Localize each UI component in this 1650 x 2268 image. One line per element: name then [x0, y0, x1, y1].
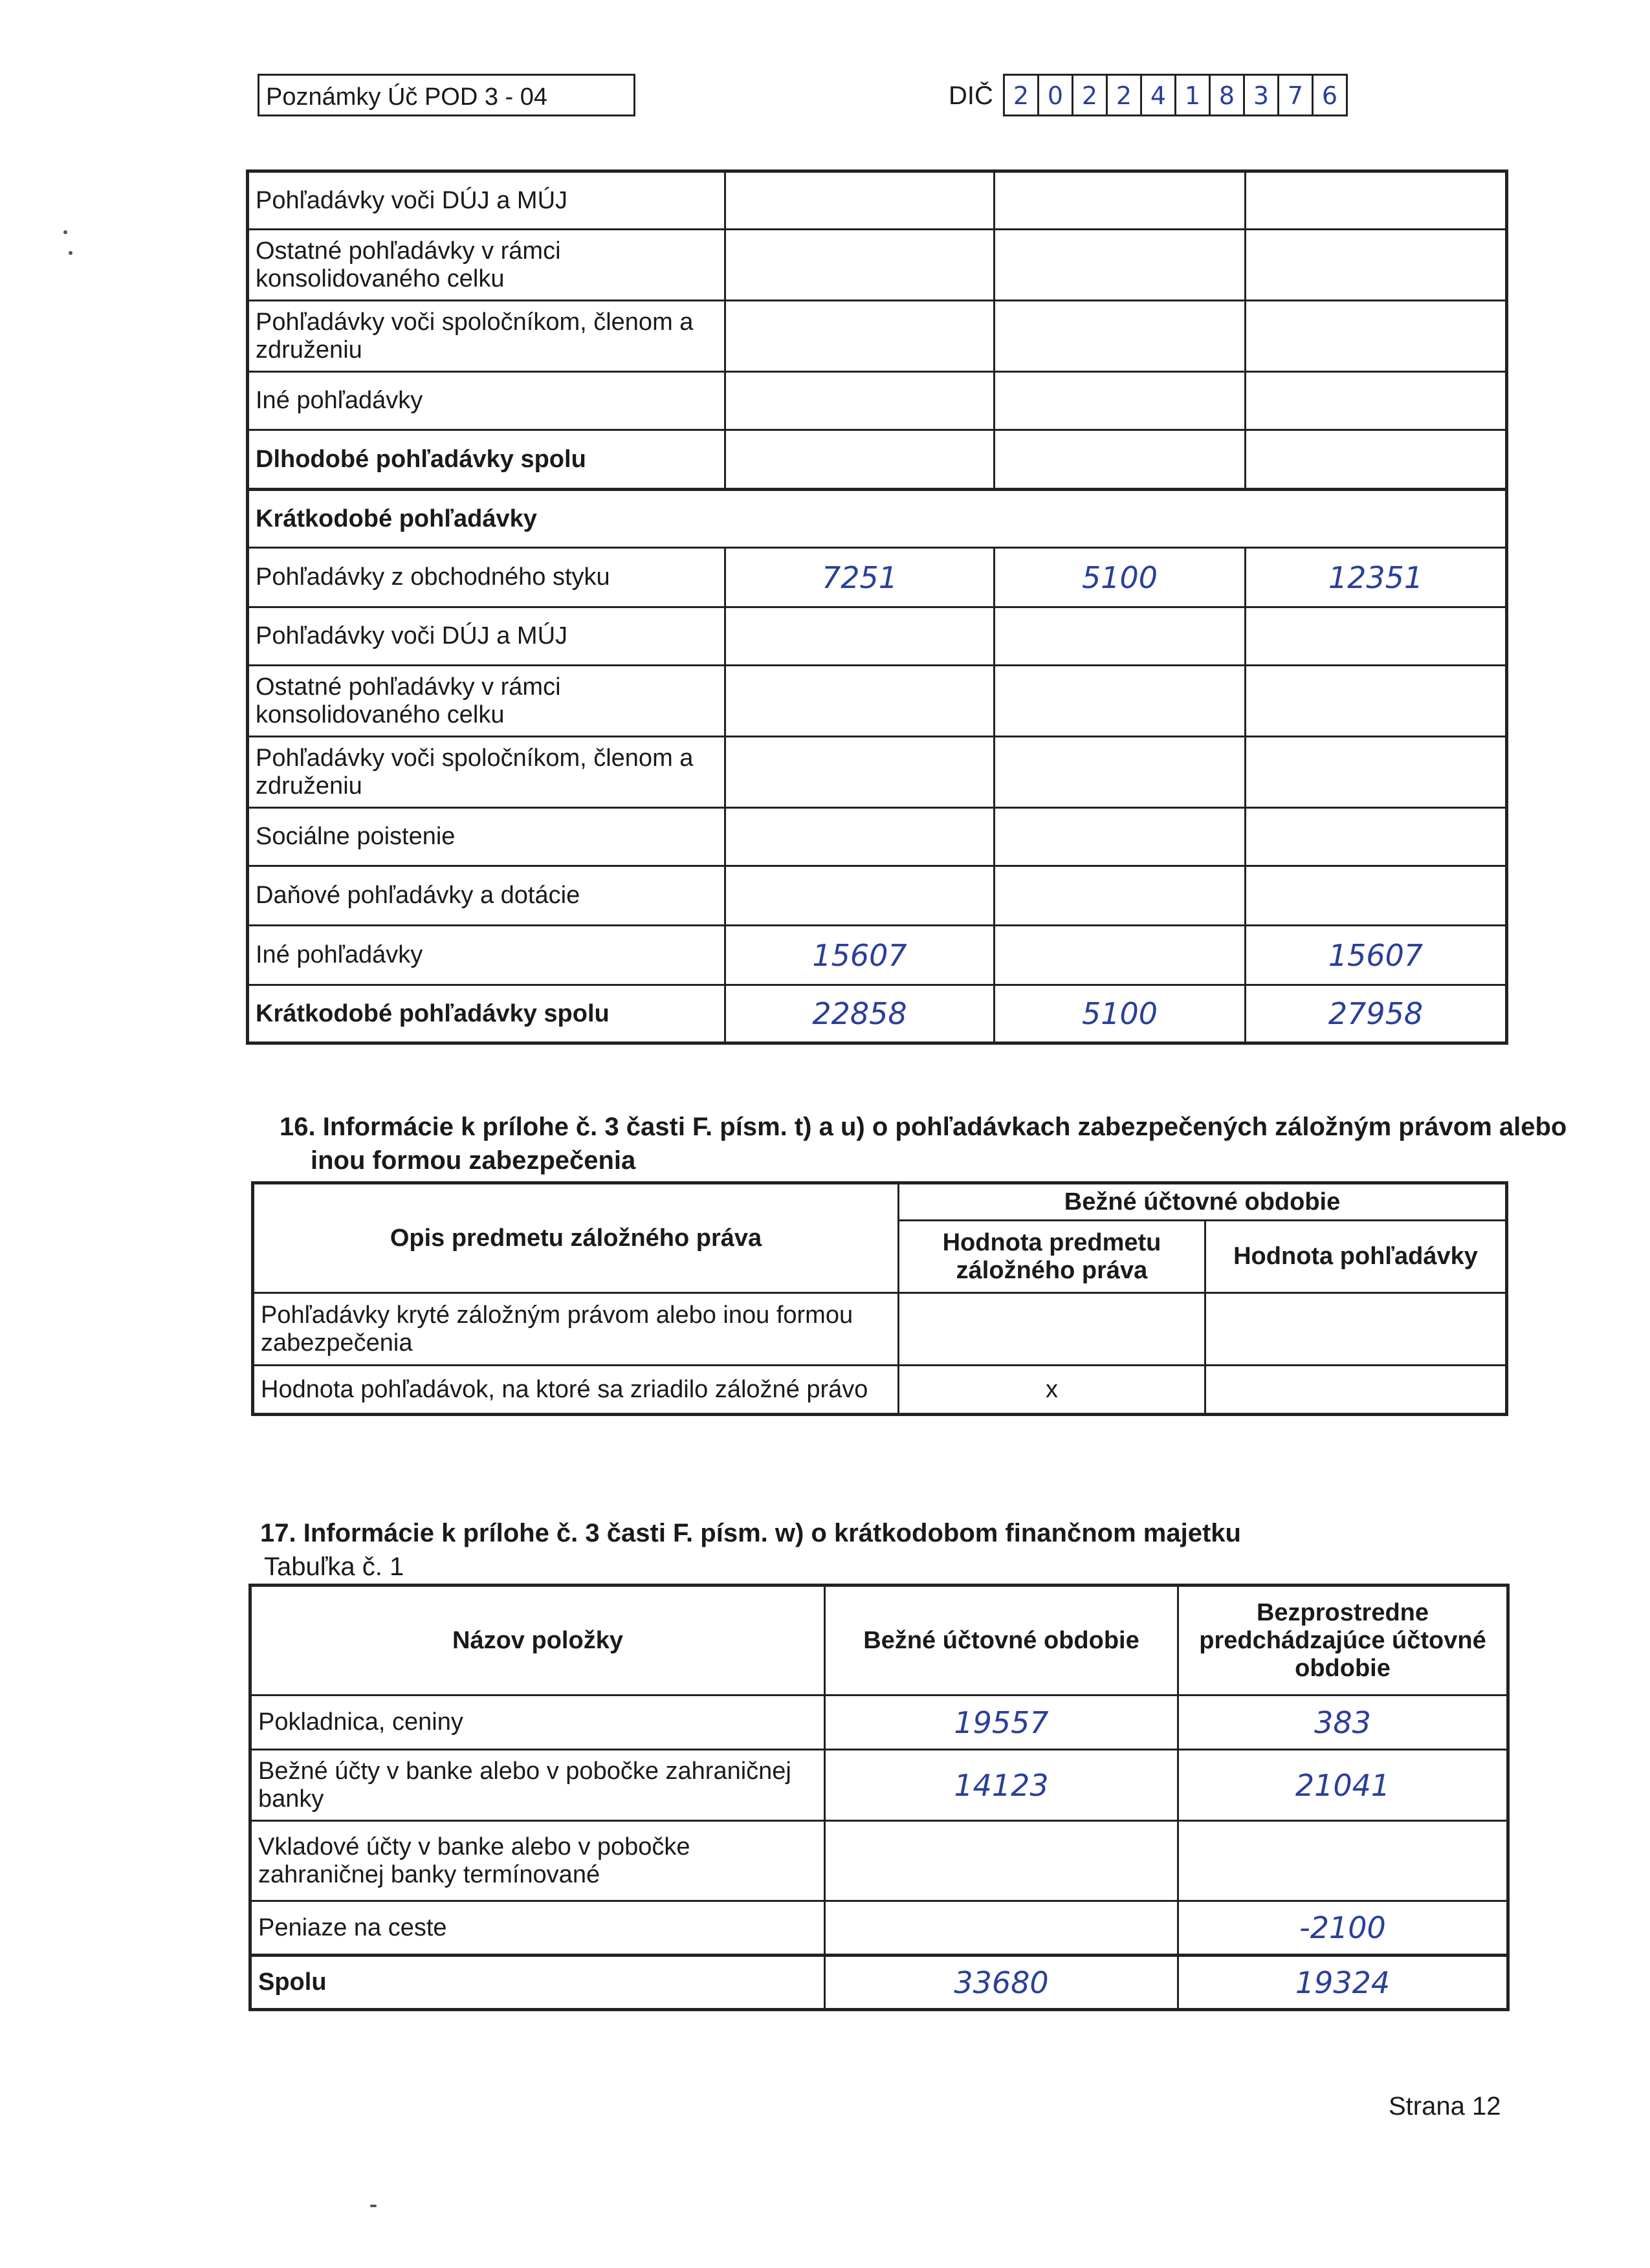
- dic-digit: 3: [1243, 74, 1279, 116]
- row-label: Pohľadávky z obchodného styku: [248, 548, 725, 607]
- col-b-header: Hodnota pohľadávky: [1205, 1221, 1507, 1293]
- value-cell-c1: [725, 666, 995, 737]
- value-cell-c2: [995, 171, 1246, 230]
- table-row: [248, 430, 1507, 490]
- dic-digit: 4: [1140, 74, 1176, 116]
- scan-speck: [63, 230, 67, 234]
- value-cell-c3: 12351: [1246, 548, 1507, 607]
- table-row: [248, 301, 1507, 372]
- row-label: Sociálne poistenie: [248, 808, 725, 866]
- row-label: Bežné účty v banke alebo v pobočke zahraničnej banky: [250, 1750, 825, 1821]
- value-cell-c3: [1246, 666, 1507, 737]
- value-cell-c3: [1246, 230, 1507, 301]
- table-row: [250, 1696, 1508, 1750]
- value-cell-c2: [995, 926, 1246, 985]
- value-cell-c1: [725, 607, 995, 666]
- table-row: [248, 372, 1507, 430]
- table-row: [248, 607, 1507, 666]
- table-row: [248, 666, 1507, 737]
- value-cell-c3: [1246, 737, 1507, 808]
- table-row: [248, 926, 1507, 985]
- row-label: Dlhodobé pohľadávky spolu: [248, 430, 725, 490]
- value-cell-c1: 15607: [725, 926, 995, 985]
- row-label: Iné pohľadávky: [248, 926, 725, 985]
- section-header-cell: Krátkodobé pohľadávky: [248, 490, 1507, 548]
- section17-subtitle: Tabuľka č. 1: [264, 1553, 404, 1581]
- table-row: [248, 866, 1507, 926]
- dic-digit: 7: [1277, 74, 1314, 116]
- value-cell-c3: 15607: [1246, 926, 1507, 985]
- value-cell-c1: [725, 372, 995, 430]
- value-cell-c1: [725, 230, 995, 301]
- value-cell-c3: 27958: [1246, 985, 1507, 1043]
- value-cell-c2: [995, 430, 1246, 490]
- value-cell-c2: [995, 230, 1246, 301]
- value-cell-c1: [725, 301, 995, 372]
- value-cell-current: 33680: [825, 1956, 1178, 2010]
- dic-digit: 6: [1312, 74, 1348, 116]
- table-row: [248, 548, 1507, 607]
- col-prev-header: Bezprostredne predchádzajúce účtovné obdobie: [1178, 1586, 1508, 1696]
- collateral-row-a: x: [899, 1366, 1205, 1415]
- value-cell-c2: [995, 866, 1246, 926]
- table-row: [248, 490, 1507, 548]
- scan-speck: [370, 2205, 377, 2207]
- value-cell-current: 19557: [825, 1696, 1178, 1750]
- value-cell-prev: -2100: [1178, 1901, 1508, 1956]
- value-cell-c2: 5100: [995, 985, 1246, 1043]
- value-cell-c2: [995, 737, 1246, 808]
- value-cell-c1: [725, 808, 995, 866]
- col-desc-header: Opis predmetu záložného práva: [253, 1183, 899, 1293]
- value-cell-current: [825, 1901, 1178, 1956]
- dic-digit: 2: [1072, 74, 1108, 116]
- row-label: Peniaze na ceste: [250, 1901, 825, 1956]
- row-label: Vkladové účty v banke alebo v pobočke zahraničnej banky termínované: [250, 1821, 825, 1901]
- collateral-row-b: [1205, 1366, 1507, 1415]
- table-row: [250, 1901, 1508, 1956]
- collateral-row-label: Hodnota pohľadávok, na ktoré sa zriadilo záložné právo: [253, 1366, 899, 1415]
- row-label: Pohľadávky voči DÚJ a MÚJ: [248, 171, 725, 230]
- row-label: Daňové pohľadávky a dotácie: [248, 866, 725, 926]
- col-current-header: Bežné účtovné obdobie: [825, 1586, 1178, 1696]
- value-cell-c2: [995, 666, 1246, 737]
- section17-title: 17. Informácie k prílohe č. 3 časti F. písm. w) o krátkodobom finančnom majetku: [260, 1519, 1241, 1547]
- value-cell-c1: 22858: [725, 985, 995, 1043]
- value-cell-current: [825, 1821, 1178, 1901]
- scan-speck: [69, 251, 72, 255]
- row-label: Ostatné pohľadávky v rámci konsolidovaného celku: [248, 666, 725, 737]
- value-cell-c3: [1246, 171, 1507, 230]
- dic-label: DIČ: [949, 82, 993, 110]
- row-label: Iné pohľadávky: [248, 372, 725, 430]
- value-cell-c3: [1246, 372, 1507, 430]
- value-cell-prev: 19324: [1178, 1956, 1508, 2010]
- value-cell-c2: [995, 372, 1246, 430]
- value-cell-c3: [1246, 607, 1507, 666]
- table-row: [248, 808, 1507, 866]
- section16-title-line1: 16. Informácie k prílohe č. 3 časti F. písm. t) a u) o pohľadávkach zabezpečených záložným právom alebo: [280, 1113, 1567, 1141]
- dic-digit: 1: [1174, 74, 1211, 116]
- value-cell-prev: 383: [1178, 1696, 1508, 1750]
- dic-digit: 8: [1209, 74, 1245, 116]
- financial-assets-table: [248, 1584, 1510, 2011]
- table-row: [250, 1956, 1508, 2010]
- table-row: [250, 1821, 1508, 1901]
- value-cell-c1: [725, 737, 995, 808]
- receivables-table: [246, 169, 1508, 1045]
- table-row: [250, 1750, 1508, 1821]
- value-cell-prev: [1178, 1821, 1508, 1901]
- value-cell-c3: [1246, 301, 1507, 372]
- value-cell-c3: [1246, 808, 1507, 866]
- row-label: Pohľadávky voči spoločníkom, členom a združeniu: [248, 301, 725, 372]
- value-cell-c2: 5100: [995, 548, 1246, 607]
- value-cell-c1: [725, 430, 995, 490]
- value-cell-c1: 7251: [725, 548, 995, 607]
- value-cell-c2: [995, 301, 1246, 372]
- value-cell-c1: [725, 171, 995, 230]
- value-cell-prev: 21041: [1178, 1750, 1508, 1821]
- row-label: Krátkodobé pohľadávky spolu: [248, 985, 725, 1043]
- collateral-row-a: [899, 1293, 1205, 1366]
- col-group-header: Bežné účtovné obdobie: [899, 1183, 1507, 1221]
- section16-title-line2: inou formou zabezpečenia: [311, 1146, 636, 1175]
- table-row: [248, 985, 1507, 1043]
- section16-title: [280, 1110, 1567, 1177]
- value-cell-c2: [995, 607, 1246, 666]
- row-label: Spolu: [250, 1956, 825, 2010]
- value-cell-c3: [1246, 866, 1507, 926]
- row-label: Pohľadávky voči DÚJ a MÚJ: [248, 607, 725, 666]
- collateral-row-b: [1205, 1293, 1507, 1366]
- value-cell-c1: [725, 866, 995, 926]
- form-id-box: [258, 74, 635, 116]
- page-number: Strana 12: [1389, 2092, 1501, 2121]
- collateral-table: [251, 1181, 1508, 1416]
- collateral-row-label: Pohľadávky kryté záložným právom alebo inou formou zabezpečenia: [253, 1293, 899, 1366]
- dic-digit: 0: [1037, 74, 1073, 116]
- row-label: Pohľadávky voči spoločníkom, členom a združeniu: [248, 737, 725, 808]
- table-row: [248, 171, 1507, 230]
- value-cell-c3: [1246, 430, 1507, 490]
- table-row: [248, 737, 1507, 808]
- table-row: [248, 230, 1507, 301]
- row-label: Ostatné pohľadávky v rámci konsolidovaného celku: [248, 230, 725, 301]
- col-a-header: Hodnota predmetu záložného práva: [899, 1221, 1205, 1293]
- value-cell-current: 14123: [825, 1750, 1178, 1821]
- form-id-text: Poznámky Úč POD 3 - 04: [266, 83, 548, 111]
- dic-digit: 2: [1003, 74, 1039, 116]
- col-name-header: Názov položky: [250, 1586, 825, 1696]
- dic-digit: 2: [1106, 74, 1142, 116]
- row-label: Pokladnica, ceniny: [250, 1696, 825, 1750]
- value-cell-c2: [995, 808, 1246, 866]
